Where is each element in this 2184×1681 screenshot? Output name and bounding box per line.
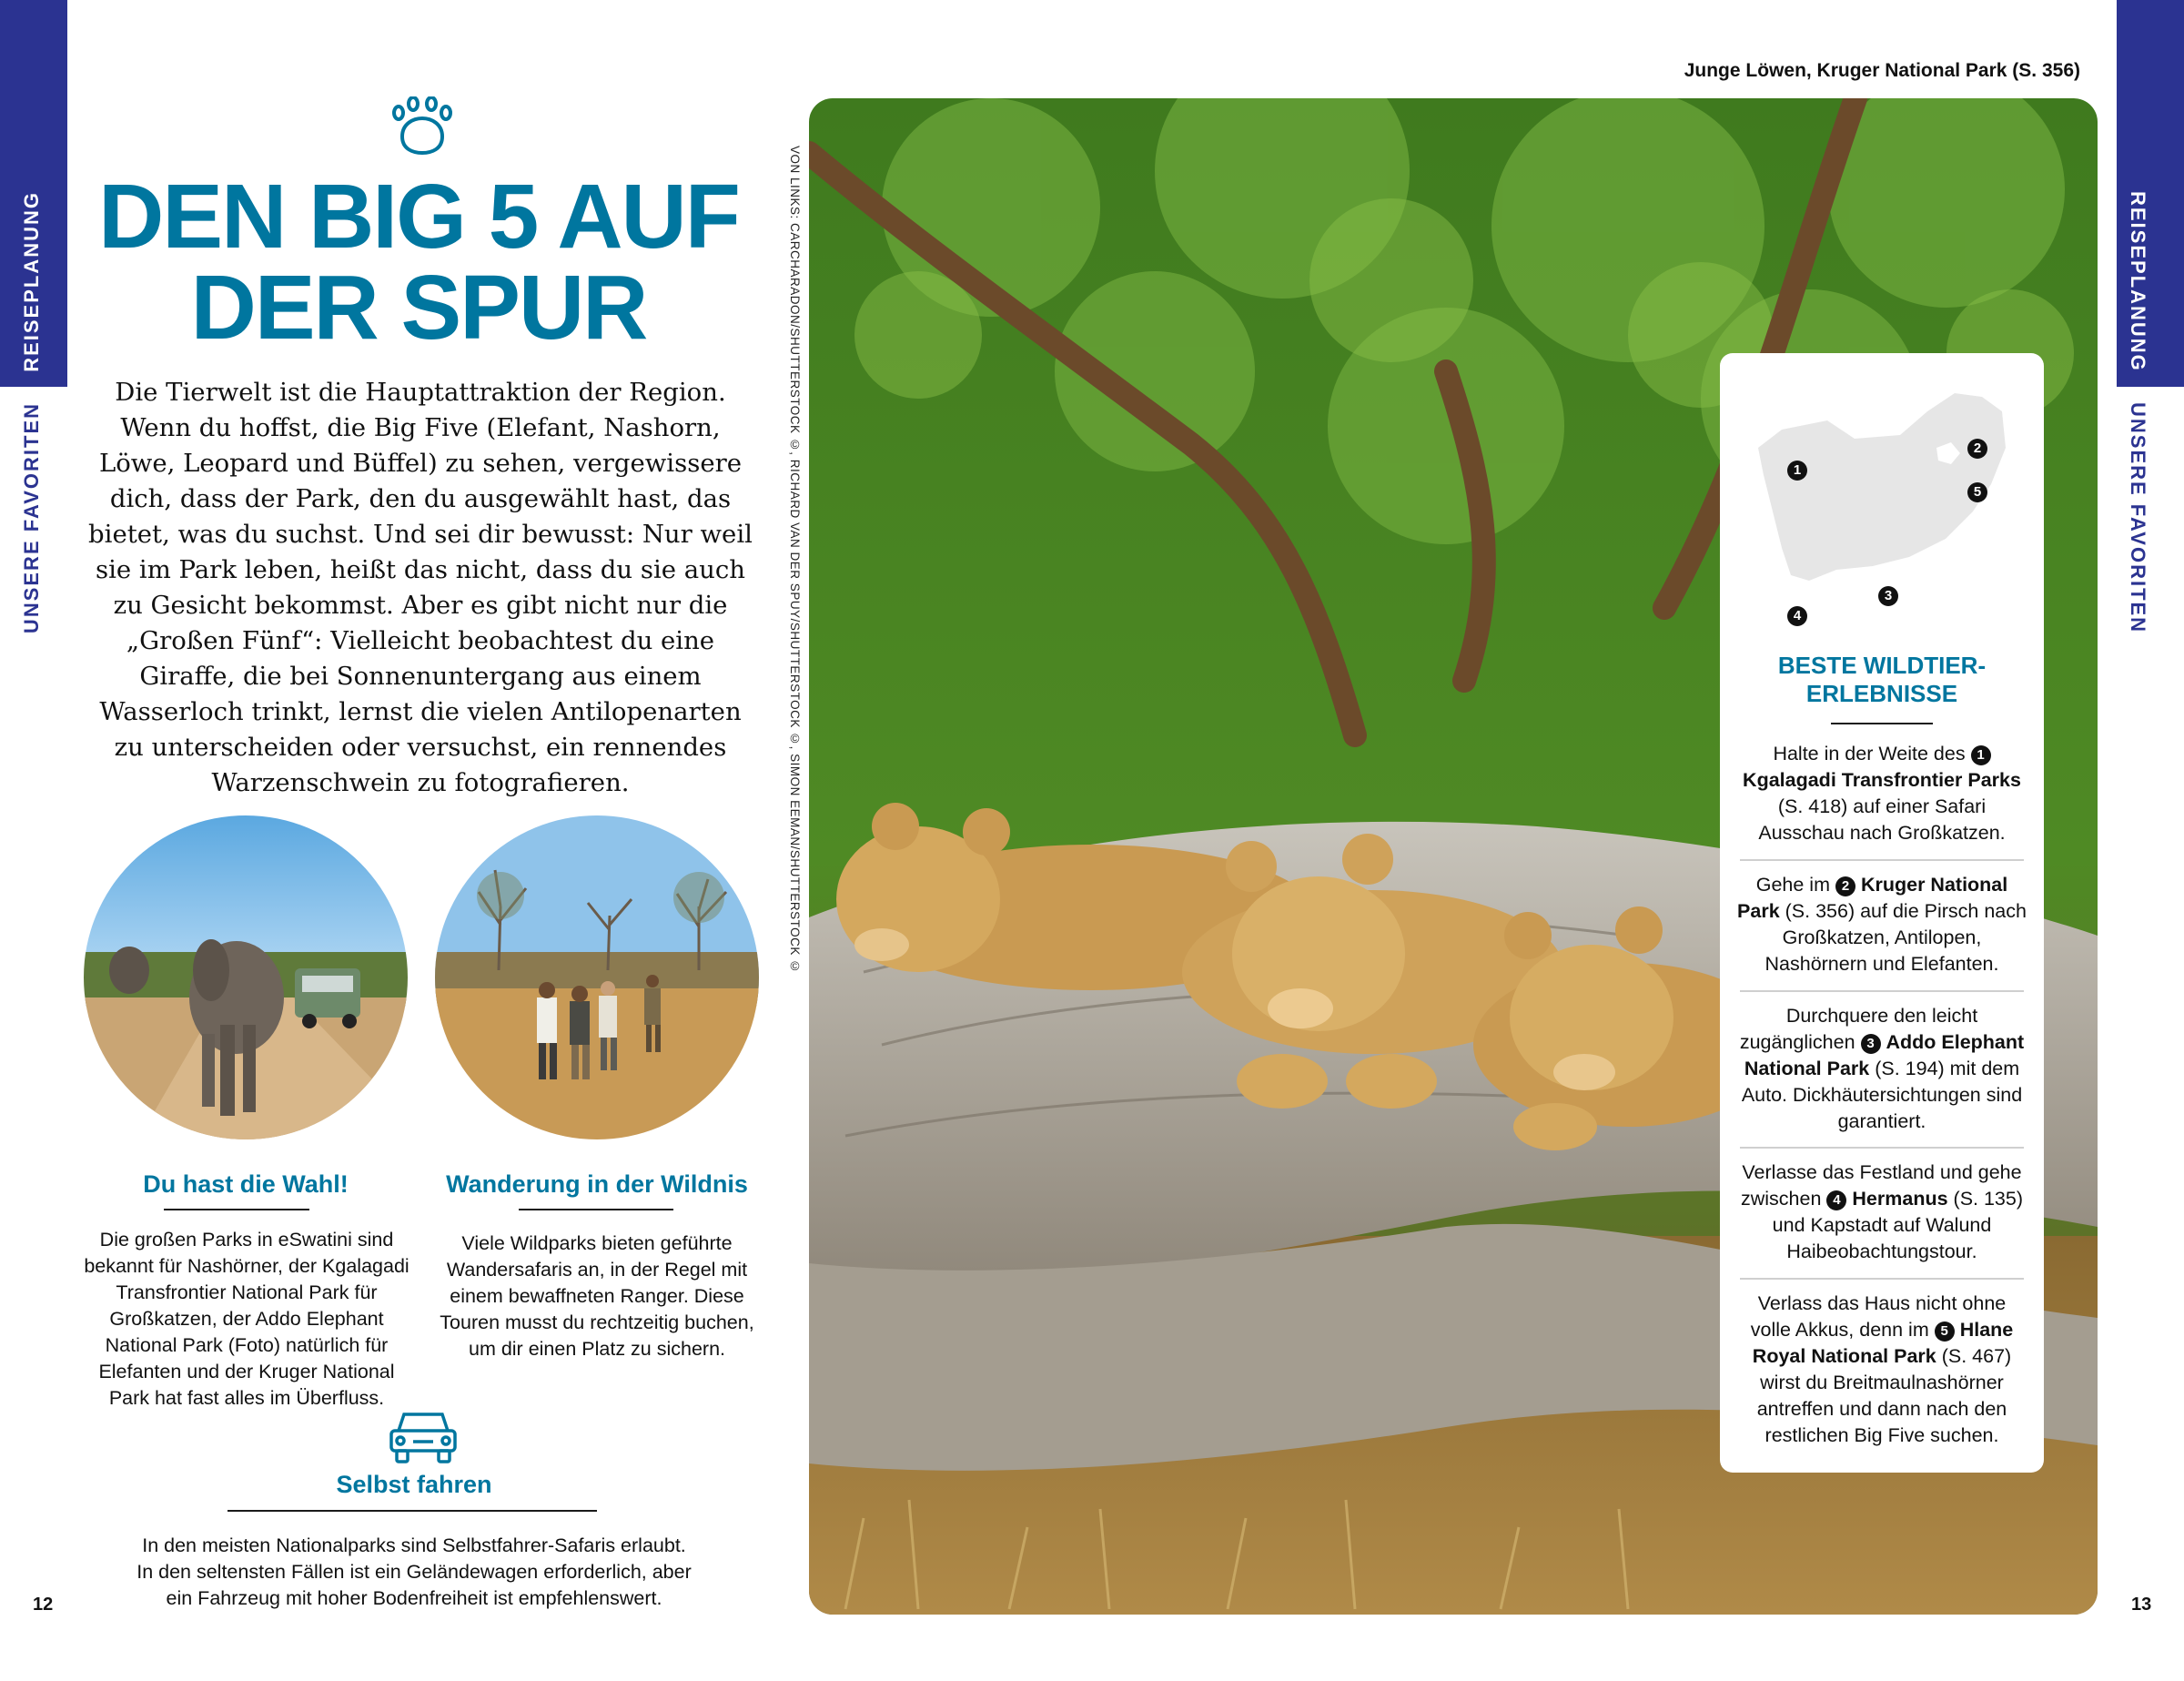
wildlife-separator	[1740, 859, 2024, 861]
page-title	[82, 166, 755, 359]
wildlife-item-5-after: (S. 467) wirst du Breitmaulnashörner antreffen und dann nach den restlichen Big Five suchen.	[1756, 1345, 2012, 1446]
map-marker-5: 5	[1967, 482, 1987, 502]
right-section-label: REISEPLANUNG	[2127, 191, 2149, 372]
wildlife-item-3-after: (S. 194) mit dem Auto. Dickhäutersichtungen sind garantiert.	[1741, 1058, 2023, 1132]
left-section-label: REISEPLANUNG	[20, 191, 43, 372]
south-africa-map	[1745, 375, 2018, 623]
wildlife-item-4-number: 4	[1826, 1190, 1846, 1210]
wildlife-item-4-park: Hermanus	[1852, 1188, 1948, 1210]
intro-paragraph: Die Tierwelt ist die Hauptattraktion der Region. Wenn du hoffst, die Big Five (Elefant, Nashorn, Löwe, Leopard und Büffel) zu sehen, vergewissere dich, dass der Park, den du ausgewählt hast, das bietet, was du suchst. Und sei dir bewusst: Nur weil sie im Park leben, heißt das nicht, dass du sie auch zu Gesicht bekommst. Aber es gibt nicht nur die „Großen Fünf“: Vielleicht beobachtest du eine Giraffe, die bei Sonnenuntergang aus einem Wasserloch trinkt, lernst die vielen Antilopenarten zu unterscheiden oder versuchst, ein rennendes Warzenschwein zu fotografieren.	[88, 378, 753, 797]
wildlife-item-3-before: Durchquere den leicht zugänglichen	[1739, 1005, 1978, 1053]
wildlife-item-5-before: Verlass das Haus nicht ohne volle Akkus, denn im	[1750, 1292, 2007, 1341]
wildlife-item-1-number: 1	[1971, 745, 1991, 765]
car-icon	[386, 1409, 460, 1465]
page-title-line-2: DER SPUR	[190, 257, 647, 359]
map-marker-3: 3	[1878, 586, 1898, 606]
wildlife-highlights-card	[1720, 353, 2044, 1473]
page-number-left: 12	[33, 1595, 54, 1615]
wildlife-item-4-before: Verlasse das Festland und gehe zwischen	[1740, 1161, 2022, 1210]
wildlife-item-2	[1736, 872, 2027, 977]
drive-text-line-3: ein Fahrzeug mit hoher Bodenfreiheit ist empfehlenswert.	[166, 1587, 662, 1609]
hike-heading: Wanderung in der Wildnis	[446, 1170, 748, 1198]
drive-text	[109, 1533, 719, 1612]
page-number-right: 13	[2131, 1595, 2152, 1615]
wildlife-item-1-park: Kgalagadi Transfrontier Parks	[1743, 769, 2021, 791]
wildlife-heading	[1720, 652, 2044, 708]
wildlife-separator	[1740, 1278, 2024, 1280]
wildlife-item-1-after: (S. 418) auf einer Safari Ausschau nach Großkatzen.	[1758, 795, 2006, 844]
drive-text-line-1: In den meisten Nationalparks sind Selbstfahrer-Safaris erlaubt.	[142, 1534, 686, 1556]
map-marker-4: 4	[1787, 606, 1807, 626]
paw-icon	[389, 96, 455, 157]
choice-heading: Du hast die Wahl!	[143, 1170, 349, 1198]
wildlife-heading-line-1: BESTE WILDTIER-	[1777, 652, 1987, 679]
wildlife-item-3-park: Addo Elephant National Park	[1744, 1031, 2025, 1079]
photo-caption: Junge Löwen, Kruger National Park (S. 356)	[1684, 60, 2080, 81]
hike-heading-rule	[519, 1209, 673, 1210]
hike-text: Viele Wildparks bieten geführte Wandersafaris an, in der Regel mit einem bewaffneten Ranger. Diese Touren musst du rechtzeitig buchen, um dir einen Platz zu sichern.	[440, 1232, 754, 1360]
wildlife-item-3-number: 3	[1861, 1034, 1881, 1054]
wildlife-separator	[1740, 990, 2024, 992]
wildlife-item-2-park: Kruger National Park	[1737, 874, 2008, 922]
wildlife-item-2-before: Gehe im	[1755, 874, 1830, 896]
wildlife-item-2-after: (S. 356) auf die Pirsch nach Großkatzen, Antilopen, Nashörnern und Elefanten.	[1764, 900, 2027, 975]
drive-heading-rule	[228, 1510, 597, 1512]
wildlife-item-4	[1736, 1159, 2027, 1265]
walking-safari-photo	[435, 815, 759, 1139]
elephant-photo	[84, 815, 408, 1139]
wildlife-item-5-park: Hlane Royal National Park	[1752, 1319, 2014, 1367]
choice-heading-rule	[164, 1209, 309, 1210]
drive-text-line-2: In den seltensten Fällen ist ein Geländewagen erforderlich, aber	[136, 1561, 692, 1583]
choice-text: Die großen Parks in eSwatini sind bekannt für Nashörner, der Kgalagadi Transfrontier National Park für Großkatzen, der Addo Elephant National Park (Foto) natürlich für Elefanten und der Kruger National Park hat fast alles im Überfluss.	[84, 1229, 410, 1409]
wildlife-item-4-after: (S. 135) und Kapstadt auf Walund Haibeobachtungstour.	[1772, 1188, 2024, 1262]
right-chapter-label: UNSERE FAVORITEN	[2127, 402, 2149, 634]
drive-heading: Selbst fahren	[336, 1471, 492, 1498]
wildlife-item-1-before: Halte in der Weite des	[1773, 743, 1966, 765]
wildlife-item-3	[1736, 1003, 2027, 1135]
wildlife-item-5	[1736, 1291, 2027, 1449]
wildlife-heading-rule	[1831, 723, 1933, 724]
left-chapter-label: UNSERE FAVORITEN	[20, 402, 43, 634]
wildlife-separator	[1740, 1147, 2024, 1149]
wildlife-item-5-number: 5	[1935, 1322, 1955, 1342]
wildlife-item-1	[1736, 741, 2027, 846]
wildlife-heading-line-2: ERLEBNISSE	[1805, 680, 1958, 707]
wildlife-item-2-number: 2	[1835, 876, 1855, 896]
map-marker-1: 1	[1787, 461, 1807, 481]
page-title-line-1: DEN BIG 5 AUF	[98, 166, 739, 268]
photo-credit: VON LINKS: CARCHARADON/SHUTTERSTOCK ©, RICHARD VAN DER SPUY/SHUTTERSTOCK ©, SIMON EEMAN/SHUTTERSTOCK ©	[788, 146, 802, 974]
map-marker-2: 2	[1967, 439, 1987, 459]
